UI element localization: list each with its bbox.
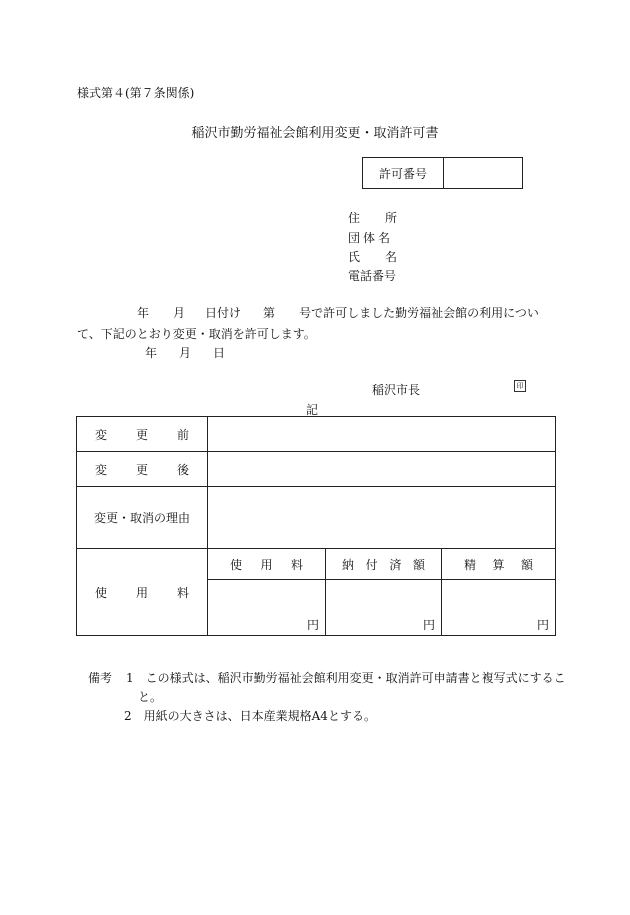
permit-statement-line1: 年 月 日付け 第 号で許可しました勤労福祉会館の利用につい xyxy=(137,306,539,320)
reason-label: 変更・取消の理由 xyxy=(77,487,208,549)
note-item-1: 備考 1 この様式は、稲沢市勤労福祉会館利用変更・取消許可申請書と複写式にするこ xyxy=(88,671,566,685)
note-item-1-continued: と。 xyxy=(138,690,163,704)
change-details-table xyxy=(76,416,556,636)
permit-number-box xyxy=(362,157,523,189)
document-title: 稲沢市勤労福祉会館利用変更・取消許可書 xyxy=(191,126,439,141)
applicant-group-name-label: 団 体 名 xyxy=(348,231,391,245)
usage-fee-amount-field[interactable] xyxy=(208,580,326,636)
mayor-signature: 稲沢市長 xyxy=(372,383,421,397)
settlement-amount-field[interactable] xyxy=(442,580,556,636)
usage-fee-label: 使 用 料 xyxy=(77,549,208,636)
before-change-field[interactable] xyxy=(208,417,556,452)
notes-section xyxy=(88,669,566,726)
issue-date: 年 月 日 xyxy=(145,346,226,360)
yen-unit: 円 xyxy=(306,618,319,632)
paid-amount-field[interactable] xyxy=(326,580,442,636)
applicant-address-label: 住 所 xyxy=(348,211,398,225)
seal-mark: 印 xyxy=(514,380,526,392)
permit-number-field[interactable] xyxy=(444,158,523,189)
after-change-label: 変 更 後 xyxy=(77,452,208,487)
note-item-2: 2 用紙の大きさは、日本産業規格A4とする。 xyxy=(124,709,376,723)
yen-unit: 円 xyxy=(422,618,435,632)
form-reference: 様式第４(第７条関係) xyxy=(77,86,195,100)
notes-heading: 備考 xyxy=(88,671,113,685)
applicant-phone-label: 電話番号 xyxy=(348,269,397,283)
fee-header-settlement: 精 算 額 xyxy=(442,549,556,580)
yen-unit: 円 xyxy=(536,618,549,632)
reason-field[interactable] xyxy=(208,487,556,549)
fee-header-usage: 使 用 料 xyxy=(208,549,326,580)
before-change-label: 変 更 前 xyxy=(77,417,208,452)
permit-number-label: 許可番号 xyxy=(363,158,444,189)
record-heading: 記 xyxy=(306,403,319,417)
permit-statement-line2: て、下記のとおり変更・取消を許可します。 xyxy=(77,327,316,341)
fee-header-paid: 納 付 済 額 xyxy=(326,549,442,580)
applicant-name-label: 氏 名 xyxy=(348,250,398,264)
after-change-field[interactable] xyxy=(208,452,556,487)
